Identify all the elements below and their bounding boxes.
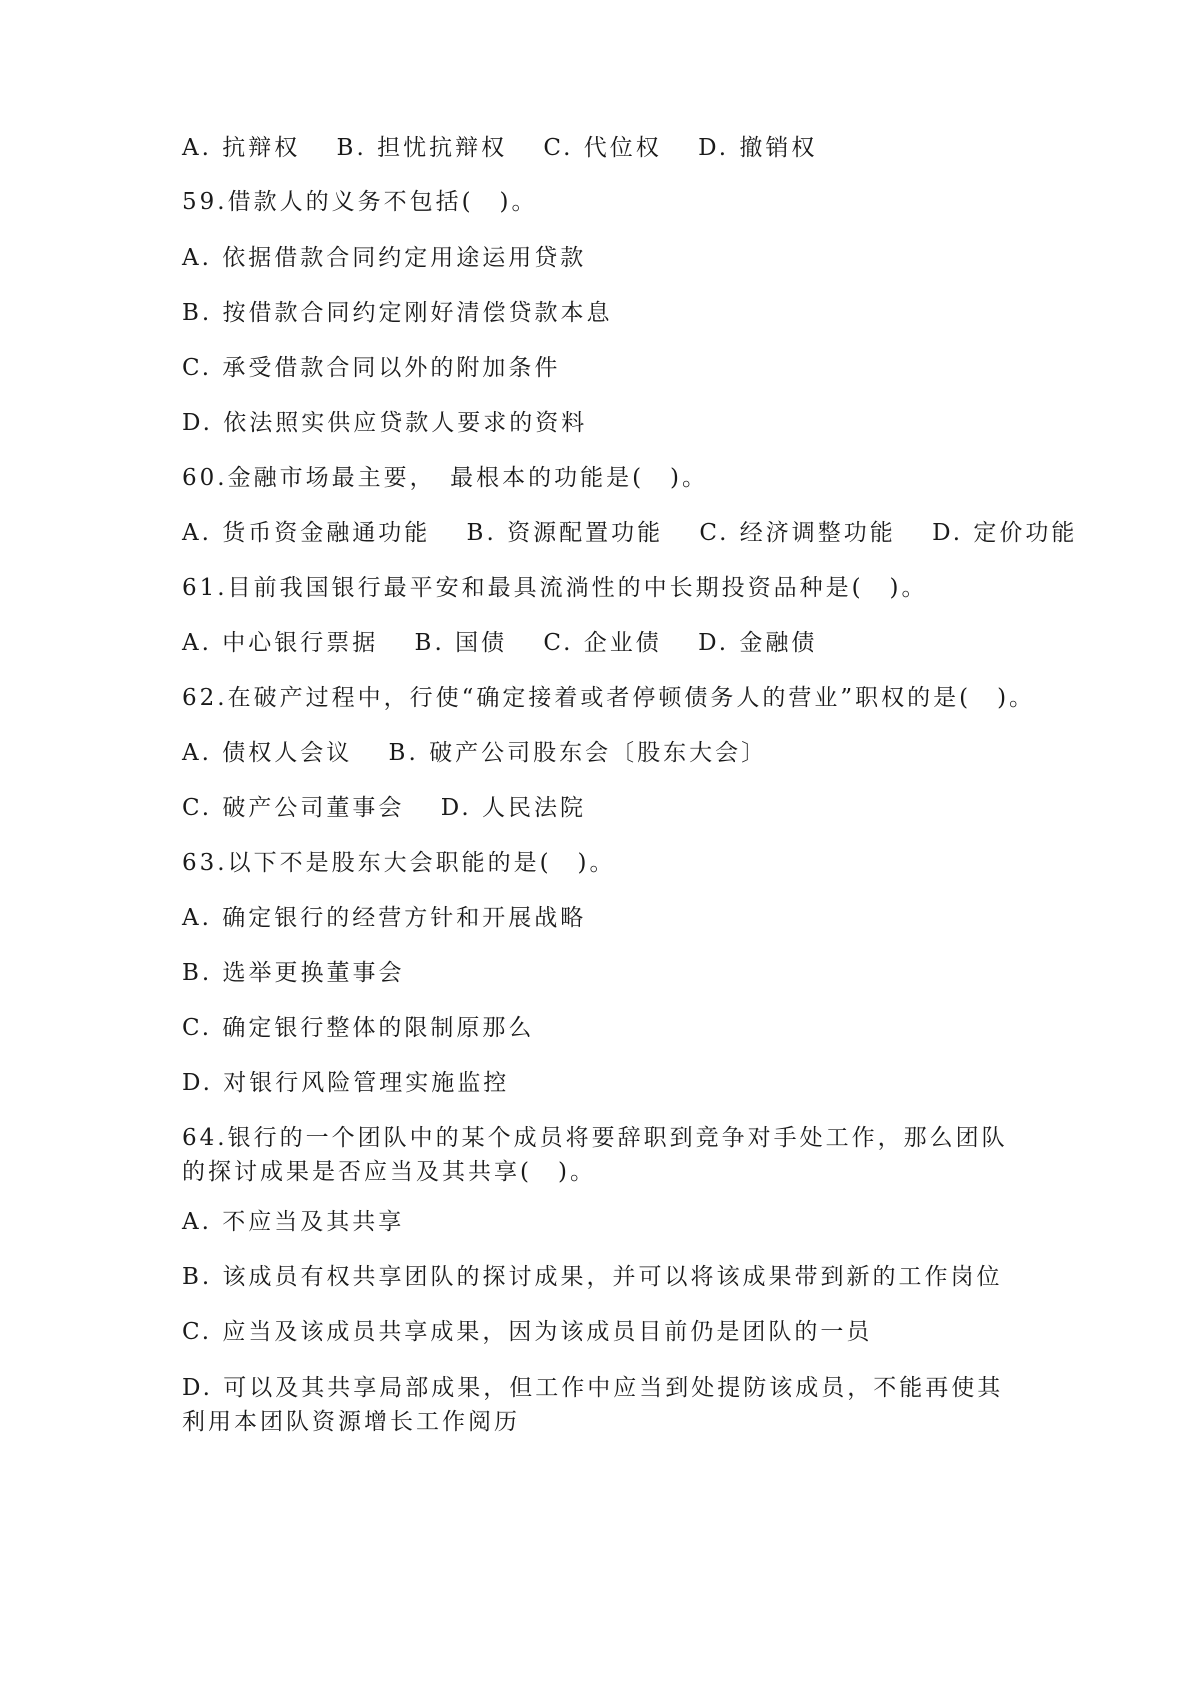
option-d: D. 可以及其共享局部成果，但工作中应当到处提防该成员，不能再使其利用本团队资源增长工作阅历 [182,1375,1004,1435]
option-a: A. 依据借款合同约定用途运用贷款 [182,245,587,271]
option-b: B. 资源配置功能 [466,520,664,546]
option-b: B. 破产公司股东会〔股东大会〕 [388,740,768,766]
option-c: C. 经济调整功能 [699,520,896,546]
option-d: D. 人民法院 [440,795,586,821]
option-a: A. 确定银行的经营方针和开展战略 [182,905,587,931]
option-b: B. 担忧抗辩权 [336,135,508,161]
question-61: 61.目前我国银行最平安和最具流淌性的中长期投资品种是( )。 [182,575,928,601]
option-a: A. 不应当及其共享 [182,1209,405,1235]
option-row [182,737,1022,769]
option-b: B. 选举更换董事会 [182,960,405,986]
option-d: D. 依法照实供应贷款人要求的资料 [182,410,588,436]
option-a: A. 抗辩权 [182,135,301,161]
option-b: B. 国债 [414,630,508,656]
option-row [182,517,1078,549]
option-row [182,132,1022,164]
question-59: 59.借款人的义务不包括( )。 [182,189,538,215]
option-c: C. 代位权 [543,135,662,161]
option-d: D. 金融债 [698,630,818,656]
question-63: 63.以下不是股东大会职能的是( )。 [182,850,616,876]
option-c: C. 承受借款合同以外的附加条件 [182,355,561,381]
option-d: D. 撤销权 [698,135,818,161]
option-b: B. 按借款合同约定刚好清偿贷款本息 [182,300,613,326]
option-row [182,792,1022,824]
question-60: 60.金融市场最主要， 最根本的功能是( )。 [182,465,709,491]
option-d: D. 对银行风险管理实施监控 [182,1070,510,1096]
option-d: D. 定价功能 [932,520,1078,546]
question-64: 64.银行的一个团队中的某个成员将要辞职到竞争对手处工作，那么团队的探讨成果是否应当及其共享( )。 [182,1125,1008,1185]
option-a: A. 债权人会议 [182,740,353,766]
option-c: C. 确定银行整体的限制原那么 [182,1015,535,1041]
option-c: C. 应当及该成员共享成果，因为该成员目前仍是团队的一员 [182,1319,873,1345]
option-b: B. 该成员有权共享团队的探讨成果，并可以将该成果带到新的工作岗位 [182,1264,1003,1290]
question-62: 62.在破产过程中，行使“确定接着或者停顿债务人的营业”职权的是( )。 [182,685,1036,711]
option-a: A. 中心银行票据 [182,630,379,656]
option-row [182,627,1022,659]
option-c: C. 破产公司董事会 [182,795,405,821]
option-c: C. 企业债 [543,630,662,656]
option-a: A. 货币资金融通功能 [182,520,431,546]
